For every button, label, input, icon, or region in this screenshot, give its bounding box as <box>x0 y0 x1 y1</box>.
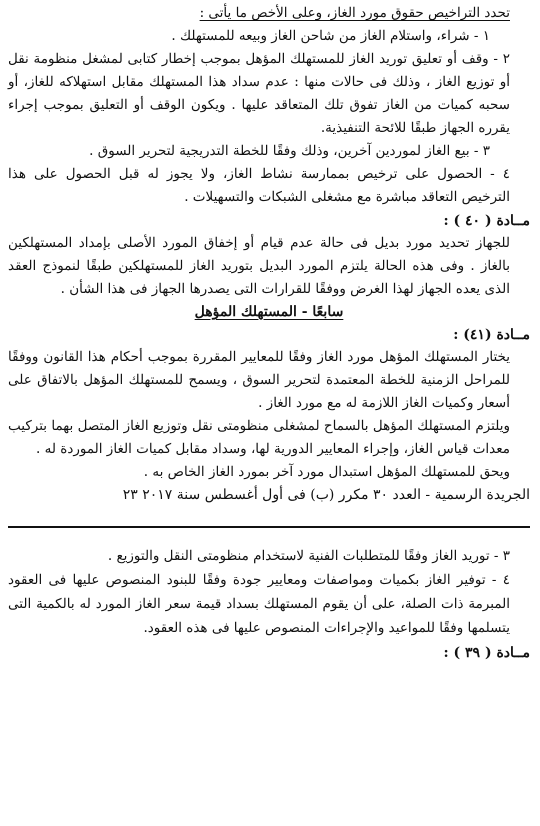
list-item-3: ٣ - بيع الغاز لموردين آخرين، وذلك وفقًا للخطة التدريجية لتحرير السوق . <box>89 143 490 159</box>
list-item-4-bottom: ٤ - توفير الغاز بكميات ومواصفات ومعايير جودة وفقًا للبنود المنصوص عليها فى العقود المبرمة ذات الصلة، على أن يقوم المستهلك بسداد قيمة سعر الغاز المورد له بالكمية التى يتسلمها وفقًا للمواعيد والإجراءات المنصوص عليها فى هذه العقود. <box>8 572 510 636</box>
bottom-section <box>8 544 530 665</box>
list-item-4: ٤ - الحصول على ترخيص بممارسة نشاط الغاز، ولا يجوز له قبل الحصول على هذا الترخيص التعاقد مباشرة مع مشغلى الشبكات والتسهيلات . <box>8 166 510 205</box>
gazette-footer: الجريدة الرسمية - العدد ٣٠ مكرر (ب) فى أول أغسطس سنة ٢٠١٧ ٢٣ <box>122 487 530 503</box>
list-item-3-bottom: ٣ - توريد الغاز وفقًا للمتطلبات الفنية لاستخدام منظومتى النقل والتوزيع . <box>107 548 510 564</box>
article-41-heading: مــادة (٤١) : <box>453 327 530 343</box>
intro-line: تحدد التراخيص حقوق مورد الغاز، وعلى الأخص ما يأتى : <box>199 5 510 21</box>
article-41-paragraph-2: ويلتزم المستهلك المؤهل بالسماح لمشغلى منظومتى نقل وتوزيع الغاز المتصل بهما بتركيب معدات قياس الغاز، وإجراء المعايير الدورية لها، وسداد مقابل كميات الغاز الموردة له . <box>8 418 510 457</box>
article-41-paragraph-3: ويحق للمستهلك المؤهل استبدال مورد آخر بمورد الغاز الخاص به . <box>143 464 510 480</box>
article-40-body: للجهاز تحديد مورد بديل فى حالة عدم قيام أو إخفاق المورد الأصلى بإمداد المستهلكين بالغاز . وفى هذه الحالة يلتزم المورد البديل بتوريد الغاز للمستهلكين طبقًا لنموذج العقد الذى يعده الجهاز لهذا الغرض ووفقًا للقرارات التى يصدرها الجهاز فى هذا الشأن . <box>8 235 510 297</box>
list-item-1: ١ - شراء، واستلام الغاز من شاحن الغاز وبيعه للمستهلك . <box>171 28 490 44</box>
article-40-heading: مــادة ( ٤٠ ) : <box>443 213 530 229</box>
top-section <box>8 2 530 506</box>
page-divider <box>8 526 530 528</box>
article-39-heading: مــادة ( ٣٩ ) : <box>443 645 530 661</box>
list-item-2: ٢ - وقف أو تعليق توريد الغاز للمستهلك المؤهل بموجب إخطار كتابى لمشغل منظومة نقل أو توزيع الغاز ، وذلك فى حالات منها : عدم سداد هذا المستهلك مقابل استهلاكه للغاز، أو سحبه كميات من الغاز تفوق تلك المتعاقد عليها . ويكون الوقف أو التعليق بموجب إجراء يقرره الجهاز طبقًا للائحة التنفيذية. <box>8 51 510 136</box>
article-41-paragraph-1: يختار المستهلك المؤهل مورد الغاز وفقًا للمعايير المقررة بموجب أحكام هذا القانون ووفقًا للمراحل الزمنية للخطة المعتمدة لتحرير السوق ، ويسمح للمستهلك المؤهل بالاتفاق على أسعار وكميات الغاز اللازمة له مع مورد الغاز . <box>8 349 510 411</box>
section-heading: سابعًا - المستهلك المؤهل <box>194 304 344 320</box>
